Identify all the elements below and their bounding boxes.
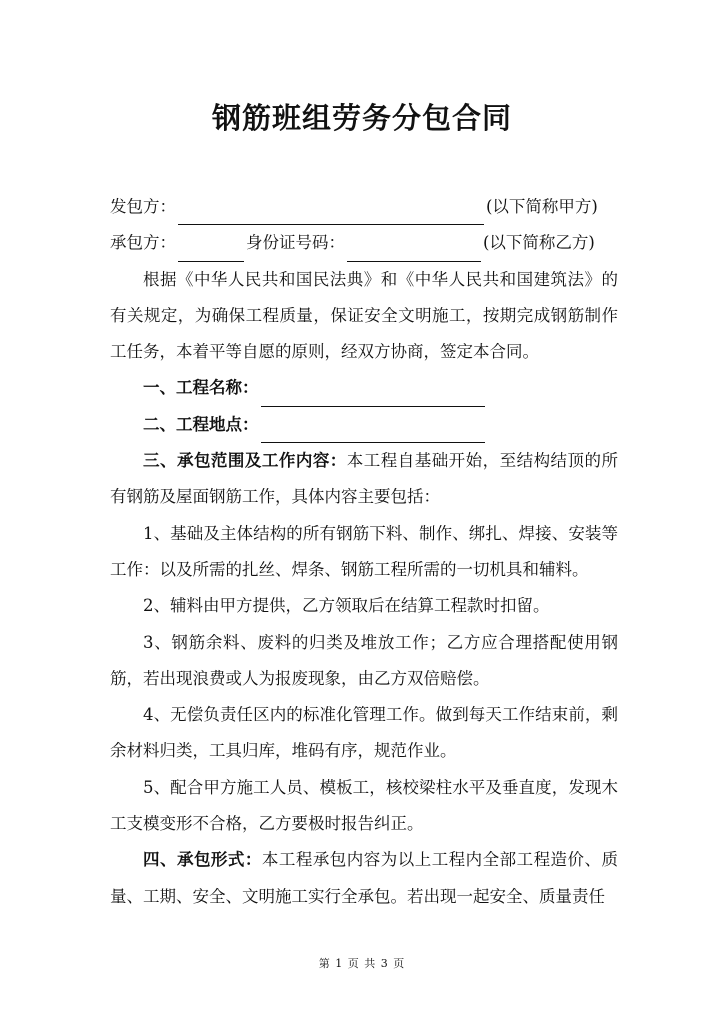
item-5: 5、配合甲方施工人员、模板工，核校梁柱水平及垂直度，发现木工支模变形不合格，乙方要极时报告纠正。 xyxy=(110,777,618,834)
party-b-line xyxy=(110,225,618,261)
section-3-text: 本工程自基础开始，至结构结顶的所有钢筋及屋面钢筋工作，具体内容主要包括： xyxy=(110,451,619,507)
party-b-blank[interactable] xyxy=(178,237,244,262)
project-name-blank[interactable] xyxy=(261,382,485,407)
item-2: 2、辅料由甲方提供，乙方领取后在结算工程款时扣留。 xyxy=(143,596,550,616)
id-number-label: 身份证号码： xyxy=(246,233,345,253)
project-name-label: 一、工程名称： xyxy=(143,378,259,398)
item-1: 1、基础及主体结构的所有钢筋下料、制作、绑扎、焊接、安装等工作：以及所需的扎丝、焊条、钢筋工程所需的一切机具和辅料。 xyxy=(110,523,618,579)
party-b-suffix: (以下简称乙方) xyxy=(483,233,595,253)
section-1 xyxy=(110,370,618,406)
project-location-blank[interactable] xyxy=(261,418,485,443)
section-4-text: 本工程承包内容为以上工程内全部工程造价、质量、工期、安全、文明施工实行全承包。若出现一起安全、质量责任 xyxy=(110,850,619,906)
id-number-blank[interactable] xyxy=(347,237,481,262)
section-2 xyxy=(110,407,618,443)
document-title: 钢筋班组劳务分包合同 xyxy=(211,101,512,135)
party-b-label: 承包方： xyxy=(110,233,176,253)
party-a-blank[interactable] xyxy=(178,200,484,225)
section-3 xyxy=(110,443,618,516)
party-a-label: 发包方： xyxy=(110,197,176,216)
page-number: 第 1 页 共 3 页 xyxy=(318,957,406,970)
item-4: 4、无偿负责任区内的标准化管理工作。做到每天工作结束前，剩余材料归类，工具归库，堆码有序，规范作业。 xyxy=(110,705,618,761)
section-4-heading: 四、承包形式： xyxy=(143,850,262,870)
document-body xyxy=(110,189,618,915)
item-3: 3、钢筋余料、废料的归类及堆放工作；乙方应合理搭配使用钢筋，若出现浪费或人为报废现象，由乙方双倍赔偿。 xyxy=(110,632,618,688)
section-3-heading: 三、承包范围及工作内容： xyxy=(143,451,347,471)
project-location-label: 二、工程地点： xyxy=(143,414,259,434)
party-a-suffix: (以下简称甲方) xyxy=(486,197,598,216)
section-4 xyxy=(110,842,618,915)
intro-paragraph: 根据《中华人民共和国民法典》和《中华人民共和国建筑法》的有关规定，为确保工程质量，保证安全文明施工，按期完成钢筋制作工任务，本着平等自愿的原则，经双方协商，签定本合同。 xyxy=(110,269,618,362)
party-a-line xyxy=(110,189,618,225)
